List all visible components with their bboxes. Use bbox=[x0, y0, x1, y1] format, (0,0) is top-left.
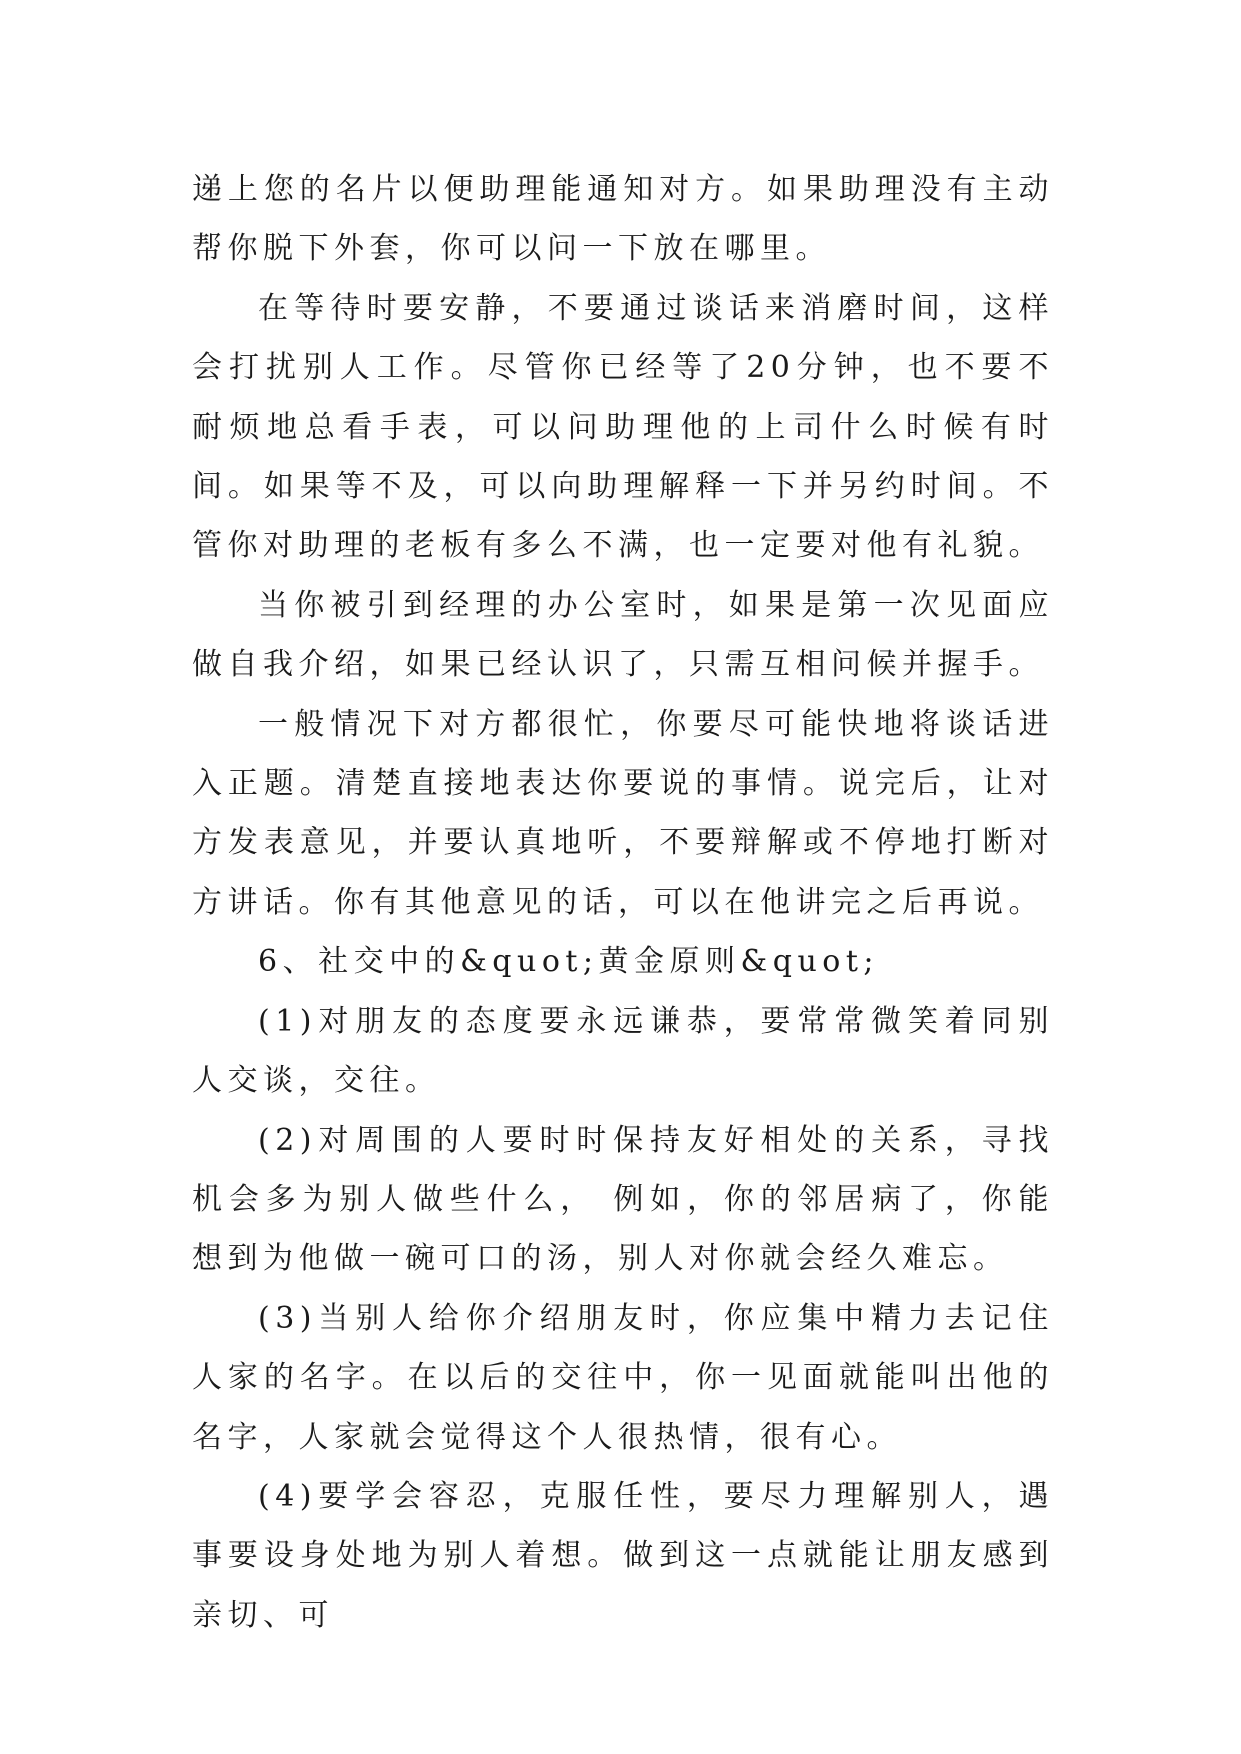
list-item: (3)当别人给你介绍朋友时，你应集中精力去记住人家的名字。在以后的交往中，你一见面就能叫出他的名字，人家就会觉得这个人很热情，很有心。 bbox=[192, 1300, 1054, 1455]
list-item: (2)对周围的人要时时保持友好相处的关系，寻找机会多为别人做些什么， 例如，你的邻居病了，你能想到为他做一碗可口的汤，别人对你就会经久难忘。 bbox=[192, 1122, 1054, 1277]
section-heading: 6、社交中的&quot;黄金原则&quot; bbox=[258, 944, 879, 980]
list-item: (1)对朋友的态度要永远谦恭，要常常微笑着同别人交谈，交往。 bbox=[192, 1003, 1054, 1099]
list-item: (4)要学会容忍，克服任性，要尽力理解别人，遇事要设身处地为别人着想。做到这一点就能让朋友感到亲切、可 bbox=[192, 1478, 1054, 1633]
paragraph: 递上您的名片以便助理能通知对方。如果助理没有主动帮你脱下外套，你可以问一下放在哪里。 bbox=[192, 172, 1054, 267]
paragraph: 当你被引到经理的办公室时，如果是第一次见面应做自我介绍，如果已经认识了，只需互相问候并握手。 bbox=[192, 587, 1054, 683]
paragraph: 在等待时要安静，不要通过谈话来消磨时间，这样会打扰别人工作。尽管你已经等了20分钟，也不要不耐烦地总看手表，可以问助理他的上司什么时候有时间。如果等不及，可以向助理解释一下并另约时间。不管你对助理的老板有多么不满，也一定要对他有礼貌。 bbox=[192, 290, 1054, 564]
paragraph: 一般情况下对方都很忙，你要尽可能快地将谈话进入正题。清楚直接地表达你要说的事情。说完后，让对方发表意见，并要认真地听，不要辩解或不停地打断对方讲话。你有其他意见的话，可以在他讲完之后再说。 bbox=[192, 706, 1054, 920]
body-text bbox=[192, 160, 1054, 1645]
